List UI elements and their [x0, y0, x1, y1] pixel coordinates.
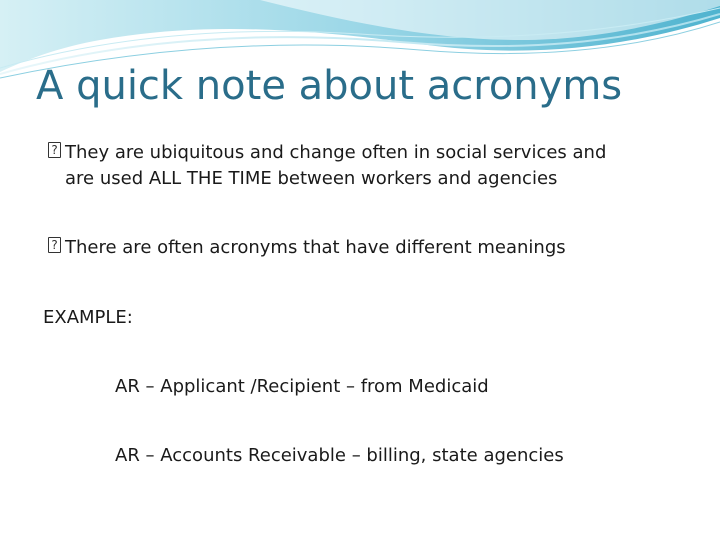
example-item: AR – Applicant /Recipient – from Medicaid [115, 376, 489, 397]
bullet-text-line: There are often acronyms that have different meanings [65, 237, 566, 258]
bullet-item [48, 140, 606, 192]
example-label: EXAMPLE: [43, 307, 133, 328]
bullet-item [48, 235, 566, 261]
bullet-text-line: They are ubiquitous and change often in social services and [65, 142, 607, 163]
bullet-icon: ? [48, 142, 61, 158]
bullet-text-line: are used ALL THE TIME between workers and agencies [65, 168, 558, 189]
example-item: AR – Accounts Receivable – billing, state agencies [115, 445, 564, 466]
bullet-icon: ? [48, 237, 61, 253]
slide-title: A quick note about acronyms [36, 63, 623, 109]
